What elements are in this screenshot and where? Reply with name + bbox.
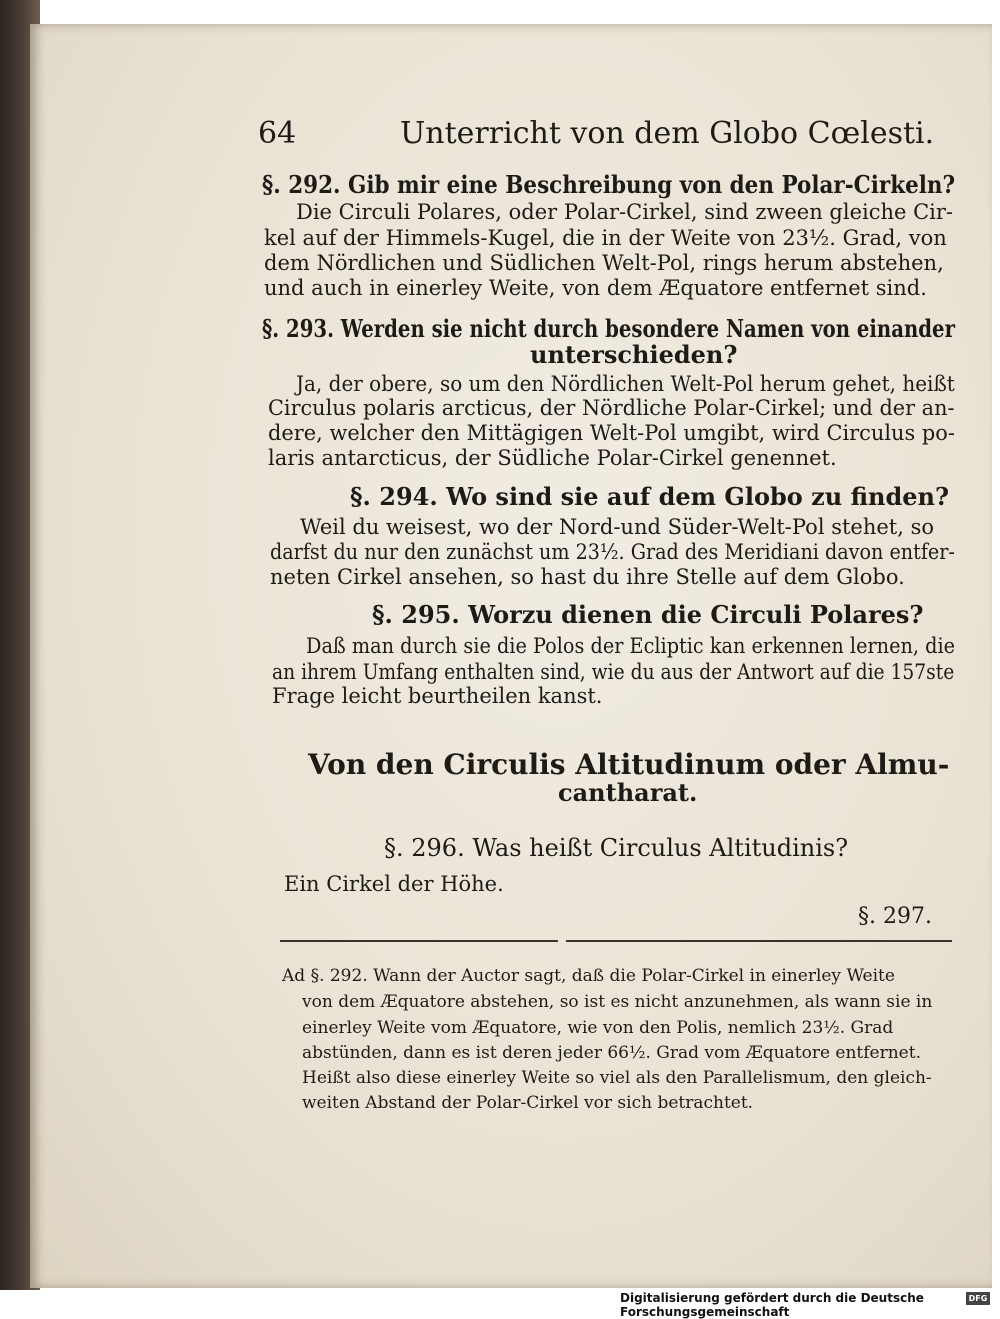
answer-line: Circulus polaris arcticus, der Nördliche Polar-Cirkel; und der an- [268, 396, 955, 420]
page-number: 64 [258, 116, 297, 151]
section-heading-line2: cantharat. [558, 778, 698, 807]
footnote-rule-right [566, 940, 952, 942]
answer-line: kel auf der Himmels-Kugel, die in der Weite von 23½. Grad, von [264, 226, 947, 250]
answer-line: Die Circuli Polares, oder Polar-Cirkel, sind zween gleiche Cir- [296, 200, 954, 224]
section-heading-line1: Von den Circulis Altitudinum oder Almu- [308, 748, 950, 781]
answer-line: und auch in einerley Weite, von dem Æquatore entfernet sind. [264, 276, 927, 300]
footnote-line: abstünden, dann es ist deren jeder 66½. Grad vom Æquatore entfernet. [302, 1043, 921, 1063]
answer-line: darfst du nur den zunächst um 23½. Grad des Meridiani davon entfer- [270, 540, 955, 564]
question-292: §. 292. Gib mir eine Beschreibung von den Polar-Cirkeln? [262, 170, 956, 199]
footnote-line: Heißt also diese einerley Weite so viel als den Parallelismum, den gleich- [302, 1068, 932, 1088]
answer-line: an ihrem Umfang enthalten sind, wie du aus der Antwort auf die 157ste [272, 660, 955, 684]
question-294: §. 294. Wo sind sie auf dem Globo zu finden? [350, 482, 950, 511]
dfg-logo: DFG [966, 1292, 990, 1305]
answer-line: Daß man durch sie die Polos der Ecliptic kan erkennen lernen, die [306, 634, 956, 658]
answer-line: Ja, der obere, so um den Nördlichen Welt-Pol herum gehet, heißt [296, 372, 955, 396]
answer-line: dem Nördlichen und Südlichen Welt-Pol, rings herum abstehen, [264, 251, 944, 275]
footnote-line: von dem Æquatore abstehen, so ist es nicht anzunehmen, als wann sie in [302, 992, 933, 1012]
question-296: §. 296. Was heißt Circulus Altitudinis? [384, 834, 849, 862]
answer-line: dere, welcher den Mittägigen Welt-Pol umgibt, wird Circulus po- [268, 421, 955, 445]
footnote-line: weiten Abstand der Polar-Cirkel vor sich betrachtet. [302, 1093, 754, 1113]
running-title: Unterricht von dem Globo Cœlesti. [400, 116, 935, 151]
catchword: §. 297. [858, 904, 932, 929]
question-295: §. 295. Worzu dienen die Circuli Polares? [372, 600, 924, 629]
footnote-line: Ad §. 292. Wann der Auctor sagt, daß die Polar-Cirkel in einerley Weite [282, 966, 895, 986]
answer-line: laris antarcticus, der Südliche Polar-Cirkel genennet. [268, 446, 837, 470]
answer-line: Frage leicht beurtheilen kanst. [272, 684, 603, 708]
answer-line: Weil du weisest, wo der Nord-und Süder-Welt-Pol stehet, so [300, 515, 935, 539]
footnote-rule-left [280, 940, 558, 942]
digitization-credit: Digitalisierung gefördert durch die Deutsche Forschungsgemeinschaft [620, 1291, 924, 1319]
question-293-line2: unterschieden? [530, 340, 738, 369]
question-293-line1: §. 293. Werden sie nicht durch besondere Namen von einander [262, 314, 955, 343]
answer-line: Ein Cirkel der Höhe. [284, 872, 504, 896]
footnote-line: einerley Weite vom Æquatore, wie von den Polis, nemlich 23½. Grad [302, 1018, 894, 1038]
answer-line: neten Cirkel ansehen, so hast du ihre Stelle auf dem Globo. [270, 565, 905, 589]
